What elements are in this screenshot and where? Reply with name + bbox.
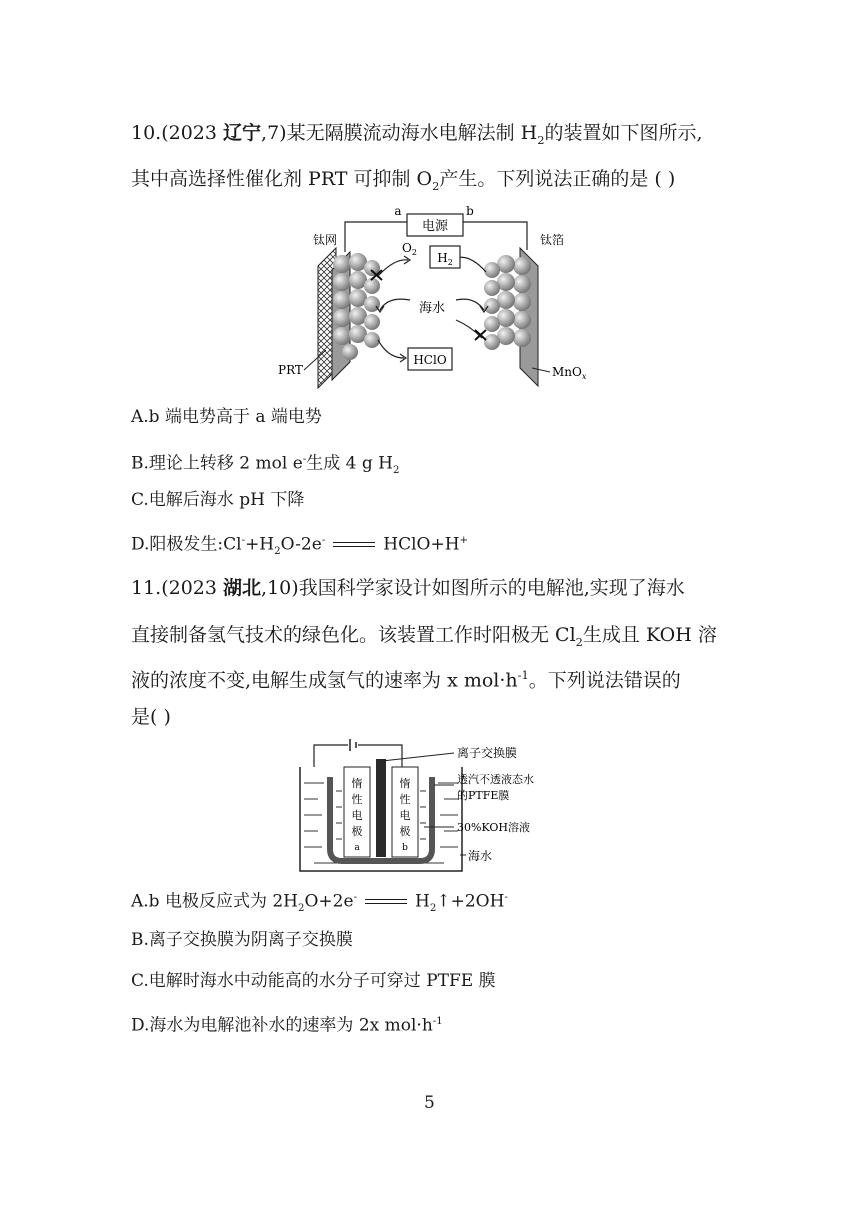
o2-arrow [378, 260, 408, 276]
battery-icon [350, 739, 356, 751]
q11-electrolysis-cell-figure [294, 737, 566, 875]
q11-stem-line3: 液的浓度不变,电解生成氢气的速率为 x $mol\cdot h^{-1}$。下列说法错误的 [131, 668, 681, 692]
blocked-cross-icon [475, 330, 486, 340]
h2-label: $H_2$ [437, 251, 453, 267]
right-electrode-label: 钛箔 [540, 233, 565, 247]
ptfe-label-line2: 的PTFE膜 [457, 789, 510, 802]
ptfe-label-line1: 透汽不透液态水 [457, 773, 534, 786]
equals-sign-icon [365, 897, 407, 907]
mnox-label: MnO$_x$ [552, 365, 587, 381]
svg-text:电: 电 [351, 809, 363, 822]
q11-number: 11. [131, 577, 162, 599]
q10-option-c[interactable]: C.电解后海水 pH 下降 [131, 490, 305, 510]
svg-text:电: 电 [399, 809, 411, 822]
terminal-b-label: b [466, 204, 474, 218]
q11-stem-line4: 是( ) [131, 706, 171, 728]
svg-text:惰: 惰 [351, 777, 363, 790]
left-catalyst-spheres [333, 253, 380, 360]
q11-option-c[interactable]: C.电解时海水中动能高的水分子可穿过 PTFE 膜 [131, 971, 496, 991]
terminal-a-label: a [394, 204, 402, 218]
right-catalyst-spheres [484, 255, 531, 350]
hclo-label: HClO [413, 353, 447, 367]
q10-option-a[interactable]: A.b 端电势高于 a 端电势 [131, 407, 322, 427]
q11-option-d[interactable]: D.海水为电解池补水的速率为 2x $mol\cdot h^{-1}$ [131, 1015, 443, 1036]
seawater-label: 海水 [418, 301, 446, 316]
page-number: 5 [424, 1093, 435, 1113]
q10-number: 10. [131, 122, 162, 144]
svg-text:极: 极 [351, 825, 363, 838]
svg-text:b: b [402, 843, 408, 853]
q11-option-b[interactable]: B.离子交换膜为阴离子交换膜 [131, 930, 353, 950]
hclo-arrow [378, 340, 404, 358]
prt-label: PRT [278, 363, 303, 377]
svg-text:a: a [354, 843, 360, 853]
seawater-in-left-arrow [380, 299, 410, 310]
left-electrode-label: 钛网 [313, 233, 338, 247]
svg-text:极: 极 [399, 825, 411, 838]
koh-label: 30%KOH溶液 [457, 821, 530, 834]
svg-text:性: 性 [351, 793, 363, 806]
hclo-reduction-arrow [456, 320, 482, 338]
svg-text:惰: 惰 [399, 777, 411, 790]
q11-source-region: 湖北 [223, 577, 262, 599]
q10-option-d[interactable]: D.阳极发生$:Cl^-+H_2O-2e^-$ HClO+H+ [131, 534, 469, 558]
q10-electrolysis-figure [270, 200, 600, 390]
membrane-label: 离子交换膜 [457, 746, 518, 760]
o2-label: $O_2$ [402, 241, 417, 257]
q11-stem-line2: 直接制备氢气技术的绿色化。该装置工作时阳极无 $Cl_2$生成且 KOH 溶 [131, 624, 717, 649]
svg-text:性: 性 [399, 793, 411, 806]
ion-exchange-membrane [376, 759, 386, 857]
seawater-in-right-arrow [456, 299, 484, 310]
power-source-label: 电源 [421, 219, 449, 234]
q10-stem-line1: 10.(2023 辽宁,7)某无隔膜流动海水电解法制 $H_2$的装置如下图所示, [131, 122, 703, 147]
q10-stem-line2: 其中高选择性催化剂 PRT 可抑制 $O_2$产生。下列说法正确的是 ( ) [131, 168, 676, 193]
q10-source-region: 辽宁 [223, 122, 262, 144]
q11-stem-line1: 11.(2023 湖北,10)我国科学家设计如图所示的电解池,实现了海水 [131, 577, 685, 599]
q11-option-a[interactable]: A.b 电极反应式为 $2H_2O+2e^-$ $H_2↑+2OH^-$ [131, 891, 508, 915]
equals-sign-icon [333, 540, 375, 550]
seawater-label-11: 海水 [468, 849, 493, 863]
q10-option-b[interactable]: B.理论上转移 2 mol e-生成 4 g $H_2$ [131, 453, 400, 477]
